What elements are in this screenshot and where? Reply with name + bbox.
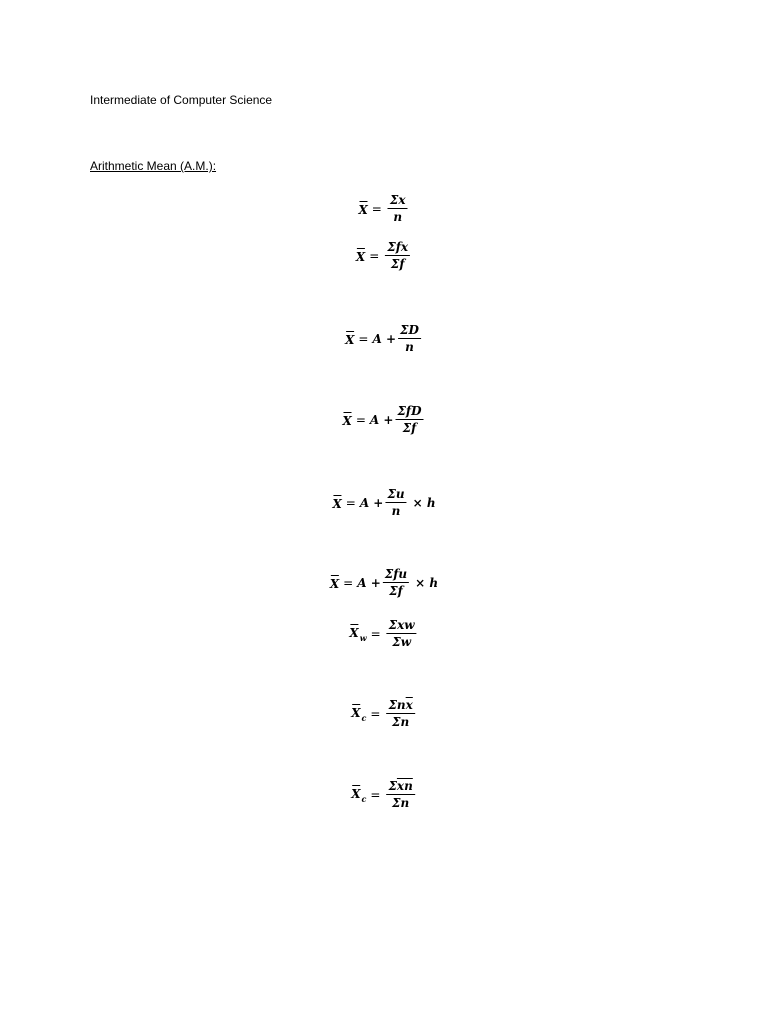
equals-sign: = <box>345 495 356 510</box>
formula-lhs-subscript: w <box>359 633 367 643</box>
formula-denominator: Σn <box>392 796 410 810</box>
formula-lhs: $X_c$ <box>351 787 367 804</box>
formula-prefix: A + <box>359 495 384 510</box>
equals-sign: = <box>358 331 369 346</box>
formula-numerator: Σfx <box>387 240 409 254</box>
formula-fraction <box>386 778 414 811</box>
formula-suffix: × h <box>415 575 439 590</box>
formula-numerator: Σx <box>389 193 406 207</box>
formula-fraction <box>386 697 414 730</box>
formula-fraction <box>383 566 409 599</box>
formula-fraction <box>395 403 423 436</box>
formula-fraction <box>398 322 421 355</box>
formula-lhs: X <box>355 249 366 264</box>
formula-denominator: n <box>391 504 401 518</box>
formula-mean-frequency <box>356 239 412 272</box>
formula-lhs: X <box>358 202 368 217</box>
formula-mean-assumed-freq-deviation <box>343 403 426 436</box>
formula-mean-freq-step-deviation <box>330 566 438 599</box>
formula-fraction <box>385 239 410 272</box>
formula-prefix: A + <box>369 412 394 427</box>
equals-sign: = <box>355 412 366 427</box>
formula-suffix: × h <box>412 495 436 510</box>
equals-sign: = <box>370 787 381 802</box>
formula-mean-step-deviation <box>332 486 435 519</box>
formula-lhs: X <box>332 496 342 511</box>
equals-sign: = <box>369 248 380 263</box>
formula-denominator: n <box>393 210 403 224</box>
formula-fraction <box>387 617 417 650</box>
formula-fraction <box>385 486 406 519</box>
formula-denominator: Σn <box>392 715 410 729</box>
formula-combined-mean-1 <box>351 697 417 730</box>
formula-lhs-subscript: c <box>361 794 367 804</box>
equals-sign: = <box>370 626 381 641</box>
formula-numerator: Σxw <box>388 618 415 632</box>
formula-numerator: ΣD <box>400 323 419 337</box>
formula-denominator: n <box>405 340 414 354</box>
formula-mean-simple <box>358 192 409 225</box>
formula-weighted-mean <box>349 617 418 650</box>
equals-sign: = <box>370 706 381 721</box>
section-heading: Arithmetic Mean (A.M.): <box>90 159 217 173</box>
formula-numerator: ΣfD <box>397 404 422 418</box>
formula-lhs: X <box>342 413 352 428</box>
formula-lhs: X <box>345 332 355 347</box>
formula-combined-mean-2 <box>351 778 417 811</box>
formula-numerator: $\Sigma n\overline{x}$ <box>388 698 413 712</box>
formula-prefix: A + <box>357 575 381 590</box>
formula-lhs: $X_w$ <box>349 626 367 643</box>
formula-mean-assumed-deviation <box>345 322 423 355</box>
formula-numerator: Σu <box>387 487 405 501</box>
formula-numerator: $\Sigma\overline{xn}$ <box>388 779 413 793</box>
formula-lhs-subscript: c <box>361 713 367 723</box>
formula-denominator: Σw <box>392 635 412 649</box>
formula-prefix: A + <box>372 331 397 346</box>
formula-denominator: Σf <box>402 421 417 435</box>
formula-lhs: X <box>329 576 340 591</box>
formula-fraction <box>388 192 408 225</box>
formula-lhs: $X_c$ <box>351 706 367 723</box>
document-title: Intermediate of Computer Science <box>90 93 273 107</box>
equals-sign: = <box>343 575 354 590</box>
formula-numerator: Σfu <box>384 567 408 581</box>
equals-sign: = <box>371 201 382 216</box>
formula-denominator: Σf <box>389 584 403 598</box>
formula-denominator: Σf <box>390 257 405 271</box>
